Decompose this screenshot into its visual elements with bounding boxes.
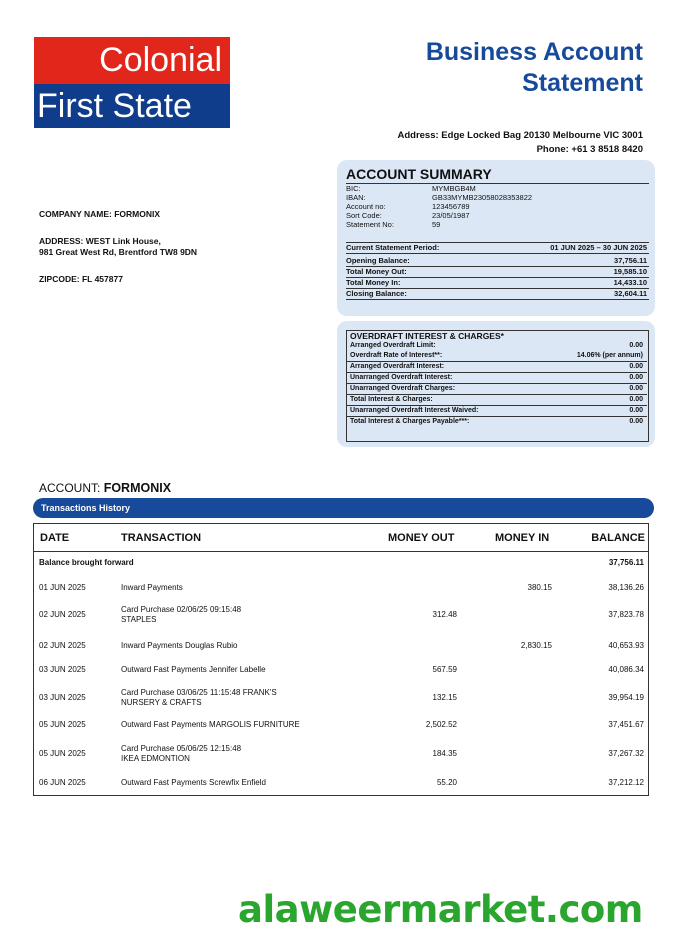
account-summary-title: ACCOUNT SUMMARY (346, 166, 649, 184)
tx-money-out: 132.15 (432, 693, 457, 702)
tx-description: Card Purchase 02/06/25 09:15:48 (121, 605, 242, 614)
overdraft-row: Overdraft Rate of Interest**: 14.06% (per annum) (347, 351, 647, 362)
brought-forward-label: Balance brought forward (39, 558, 134, 567)
opening-balance-row: Opening Balance: 37,756.11 (346, 256, 647, 265)
closing-balance-row: Closing Balance: 32,604.11 (346, 289, 647, 298)
overdraft-row: Unarranged Overdraft Interest: 0.00 (347, 373, 647, 384)
overdraft-row: Total Interest & Charges: 0.00 (347, 395, 647, 406)
tx-balance: 40,653.93 (608, 641, 644, 650)
overdraft-title: OVERDRAFT INTEREST & CHARGES* (350, 331, 504, 341)
tx-balance: 40,086.34 (608, 665, 644, 674)
tx-date: 02 JUN 2025 (39, 610, 86, 619)
tx-date: 03 JUN 2025 (39, 693, 86, 702)
header-date: DATE (40, 532, 70, 544)
tx-money-out: 2,502.52 (425, 720, 457, 729)
overdraft-row: Unarranged Overdraft Charges: 0.00 (347, 384, 647, 395)
overdraft-row: Total Interest & Charges Payable***: 0.00 (350, 418, 643, 425)
tx-date: 06 JUN 2025 (39, 778, 86, 787)
tx-balance: 37,267.32 (608, 749, 644, 758)
tx-money-in: 380.15 (527, 583, 552, 592)
tx-date: 02 JUN 2025 (39, 641, 86, 650)
statement-title-line1: Business Account (425, 38, 643, 66)
header-transaction: TRANSACTION (121, 532, 202, 544)
tx-description: Outward Fast Payments MARGOLIS FURNITURE (121, 720, 300, 729)
tx-money-out: 55.20 (436, 778, 457, 787)
header-balance: BALANCE (591, 532, 645, 544)
statement-title-line2: Statement (522, 69, 643, 97)
account-name: FORMONIX (103, 481, 172, 495)
money-in-row: Total Money In: 14,433.10 (346, 278, 647, 287)
tx-date: 05 JUN 2025 (39, 749, 86, 758)
tx-balance: 38,136.26 (608, 583, 644, 592)
header-divider (33, 551, 649, 552)
overdraft-row: Unarranged Overdraft Interest Waived: 0.00 (347, 406, 647, 417)
bank-contact (397, 129, 643, 157)
logo-line1: Colonial (34, 37, 230, 84)
logo-line2: First State (34, 84, 230, 128)
overdraft-row: Arranged Overdraft Interest: 0.00 (347, 362, 647, 373)
company-zipcode: ZIPCODE: FL 457877 (39, 274, 123, 284)
tx-date: 01 JUN 2025 (39, 583, 86, 592)
company-name: COMPANY NAME: FORMONIX (39, 209, 161, 219)
tx-description: Card Purchase 05/06/25 12:15:48 (121, 744, 242, 753)
statement-period-row: Current Statement Period: 01 JUN 2025 – 30 JUN 2025 (346, 243, 647, 252)
tx-description: Outward Fast Payments Screwfix Enfield (121, 778, 266, 787)
tx-description: Inward Payments Douglas Rubio (121, 641, 238, 650)
company-address (39, 236, 197, 258)
tx-description: Card Purchase 03/06/25 11:15:48 FRANK'S (121, 688, 277, 697)
statement-title (426, 37, 643, 99)
bank-phone: Phone: +61 3 8518 8420 (536, 144, 643, 155)
tx-description: Outward Fast Payments Jennifer Labelle (121, 665, 266, 674)
account-label: ACCOUNT: FORMONIX (39, 481, 172, 495)
tx-balance: 39,954.19 (608, 693, 644, 702)
tx-balance: 37,451.67 (608, 720, 644, 729)
tx-money-in: 2,830.15 (520, 641, 552, 650)
tx-description-line2: STAPLES (121, 615, 157, 624)
tx-balance: 37,823.78 (608, 610, 644, 619)
money-out-row: Total Money Out: 19,585.10 (346, 267, 647, 276)
tx-money-out: 184.35 (432, 749, 457, 758)
tx-description-line2: NURSERY & CRAFTS (121, 698, 202, 707)
transactions-history-bar: Transactions History (33, 498, 654, 518)
header-money-out: MONEY OUT (388, 532, 455, 544)
tx-description-line2: IKEA EDMONTION (121, 754, 190, 763)
brought-forward-balance: 37,756.11 (608, 558, 644, 567)
company-address-line1: ADDRESS: WEST Link House, (39, 236, 161, 246)
tx-date: 03 JUN 2025 (39, 665, 86, 674)
tx-description: Inward Payments (121, 583, 183, 592)
tx-money-out: 567.59 (432, 665, 457, 674)
watermark-text: alaweermarket.com (238, 888, 643, 931)
bank-logo (34, 37, 230, 128)
tx-balance: 37,212.12 (608, 778, 644, 787)
tx-money-out: 312.48 (432, 610, 457, 619)
overdraft-row: Arranged Overdraft Limit: 0.00 (350, 342, 643, 349)
company-address-line2: 981 Great West Rd, Brentford TW8 9DN (39, 247, 198, 257)
bank-address: Address: Edge Locked Bag 20130 Melbourne VIC 3001 (397, 130, 643, 141)
tx-date: 05 JUN 2025 (39, 720, 86, 729)
header-money-in: MONEY IN (495, 532, 550, 544)
account-details: BIC: MYMBGB4M IBAN: GB33MYMB23058028353822 Account no: 123456789 Sort Code: 23/05/1987 Statement No: 59 (346, 184, 533, 229)
